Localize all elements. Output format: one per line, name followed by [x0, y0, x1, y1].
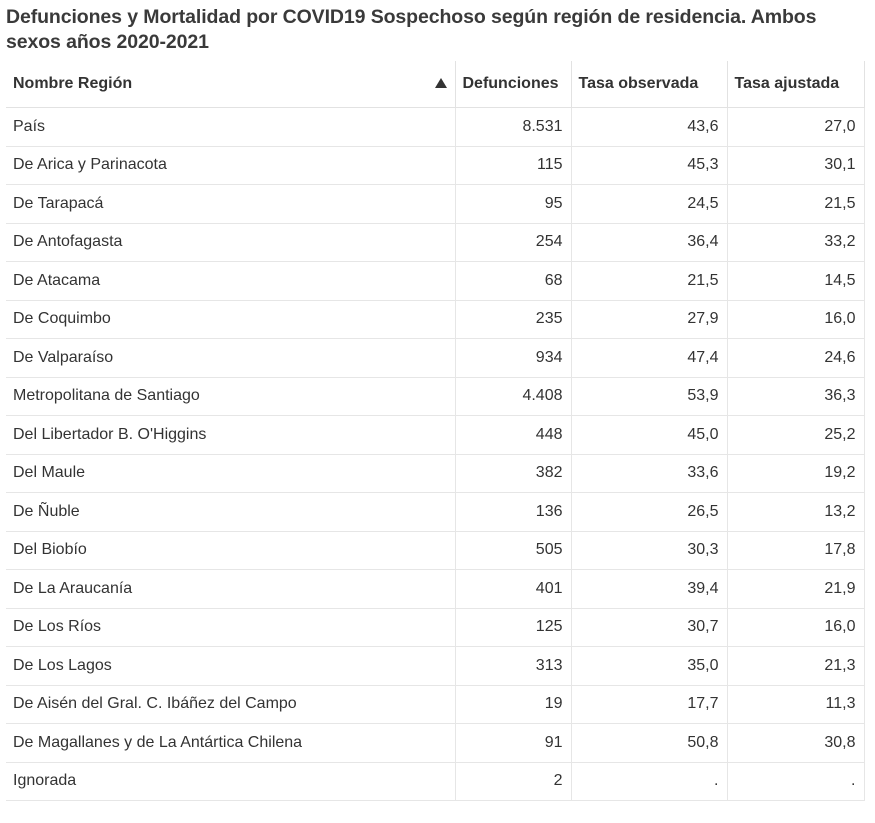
cell-tasa-observada: 24,5: [571, 185, 727, 224]
cell-region-name: De Los Ríos: [6, 608, 455, 647]
cell-tasa-ajustada: 36,3: [727, 377, 864, 416]
cell-region-name: Del Maule: [6, 454, 455, 493]
cell-region-name: País: [6, 108, 455, 147]
cell-tasa-observada: 53,9: [571, 377, 727, 416]
cell-region-name: De Atacama: [6, 262, 455, 301]
cell-defunciones: 254: [455, 223, 571, 262]
cell-tasa-ajustada: 21,5: [727, 185, 864, 224]
cell-tasa-observada: 33,6: [571, 454, 727, 493]
table-row: [6, 377, 864, 416]
cell-defunciones: 115: [455, 146, 571, 185]
cell-defunciones: 401: [455, 570, 571, 609]
table-row: [6, 146, 864, 185]
cell-tasa-ajustada: 17,8: [727, 531, 864, 570]
table-body: [6, 108, 864, 801]
table-header-row: [6, 61, 864, 108]
cell-defunciones: 2: [455, 762, 571, 801]
column-header-defunciones[interactable]: [455, 61, 571, 108]
cell-region-name: Metropolitana de Santiago: [6, 377, 455, 416]
table-row: [6, 762, 864, 801]
table-row: [6, 416, 864, 455]
table-row: [6, 300, 864, 339]
cell-region-name: De Los Lagos: [6, 647, 455, 686]
cell-defunciones: 448: [455, 416, 571, 455]
table-row: [6, 339, 864, 378]
cell-region-name: De Antofagasta: [6, 223, 455, 262]
table-row: [6, 685, 864, 724]
cell-region-name: Ignorada: [6, 762, 455, 801]
cell-tasa-observada: 50,8: [571, 724, 727, 763]
column-header-tasa-ajustada[interactable]: [727, 61, 864, 108]
cell-tasa-observada: 21,5: [571, 262, 727, 301]
table-row: [6, 608, 864, 647]
column-header-tasa-observada[interactable]: [571, 61, 727, 108]
cell-tasa-observada: 45,3: [571, 146, 727, 185]
column-header-label: Tasa observada: [578, 75, 699, 92]
data-table-container: [6, 61, 864, 801]
cell-tasa-ajustada: 16,0: [727, 608, 864, 647]
cell-tasa-ajustada: 13,2: [727, 493, 864, 532]
sort-ascending-icon[interactable]: [435, 78, 447, 88]
table-row: [6, 531, 864, 570]
table-row: [6, 493, 864, 532]
cell-tasa-observada: 39,4: [571, 570, 727, 609]
cell-defunciones: 4.408: [455, 377, 571, 416]
column-header-label: Defunciones: [462, 75, 559, 92]
cell-defunciones: 505: [455, 531, 571, 570]
cell-defunciones: 68: [455, 262, 571, 301]
cell-tasa-ajustada: 25,2: [727, 416, 864, 455]
table-title: Defunciones y Mortalidad por COVID19 Sospechoso según región de residencia. Ambos sexos años 2020-2021: [6, 6, 817, 53]
cell-defunciones: 934: [455, 339, 571, 378]
cell-tasa-observada: 45,0: [571, 416, 727, 455]
cell-tasa-ajustada: 33,2: [727, 223, 864, 262]
cell-tasa-observada: 35,0: [571, 647, 727, 686]
cell-tasa-observada: 27,9: [571, 300, 727, 339]
cell-defunciones: 125: [455, 608, 571, 647]
cell-defunciones: 8.531: [455, 108, 571, 147]
cell-tasa-observada: 30,7: [571, 608, 727, 647]
cell-tasa-ajustada: .: [727, 762, 864, 801]
table-row: [6, 108, 864, 147]
cell-tasa-observada: 47,4: [571, 339, 727, 378]
cell-defunciones: 313: [455, 647, 571, 686]
data-table: [6, 61, 865, 801]
column-header-nombre-region[interactable]: [6, 61, 455, 108]
table-row: [6, 570, 864, 609]
cell-defunciones: 136: [455, 493, 571, 532]
column-header-label: Tasa ajustada: [734, 75, 840, 92]
cell-tasa-observada: .: [571, 762, 727, 801]
cell-region-name: De Coquimbo: [6, 300, 455, 339]
table-row: [6, 647, 864, 686]
cell-tasa-observada: 43,6: [571, 108, 727, 147]
cell-tasa-ajustada: 30,8: [727, 724, 864, 763]
cell-region-name: Del Biobío: [6, 531, 455, 570]
cell-tasa-ajustada: 21,3: [727, 647, 864, 686]
cell-tasa-ajustada: 21,9: [727, 570, 864, 609]
cell-region-name: De Tarapacá: [6, 185, 455, 224]
table-row: [6, 223, 864, 262]
cell-defunciones: 382: [455, 454, 571, 493]
cell-defunciones: 95: [455, 185, 571, 224]
cell-tasa-observada: 26,5: [571, 493, 727, 532]
cell-tasa-observada: 36,4: [571, 223, 727, 262]
table-row: [6, 185, 864, 224]
cell-region-name: Del Libertador B. O'Higgins: [6, 416, 455, 455]
cell-tasa-ajustada: 24,6: [727, 339, 864, 378]
cell-tasa-observada: 17,7: [571, 685, 727, 724]
cell-region-name: De Aisén del Gral. C. Ibáñez del Campo: [6, 685, 455, 724]
table-row: [6, 454, 864, 493]
cell-tasa-ajustada: 27,0: [727, 108, 864, 147]
column-header-label: Nombre Región: [13, 75, 133, 92]
cell-tasa-ajustada: 19,2: [727, 454, 864, 493]
cell-region-name: De Valparaíso: [6, 339, 455, 378]
cell-tasa-ajustada: 30,1: [727, 146, 864, 185]
cell-defunciones: 91: [455, 724, 571, 763]
cell-tasa-ajustada: 16,0: [727, 300, 864, 339]
cell-region-name: De La Araucanía: [6, 570, 455, 609]
cell-region-name: De Magallanes y de La Antártica Chilena: [6, 724, 455, 763]
table-row: [6, 724, 864, 763]
cell-tasa-observada: 30,3: [571, 531, 727, 570]
cell-region-name: De Arica y Parinacota: [6, 146, 455, 185]
cell-defunciones: 19: [455, 685, 571, 724]
cell-tasa-ajustada: 11,3: [727, 685, 864, 724]
cell-tasa-ajustada: 14,5: [727, 262, 864, 301]
cell-region-name: De Ñuble: [6, 493, 455, 532]
table-row: [6, 262, 864, 301]
cell-defunciones: 235: [455, 300, 571, 339]
